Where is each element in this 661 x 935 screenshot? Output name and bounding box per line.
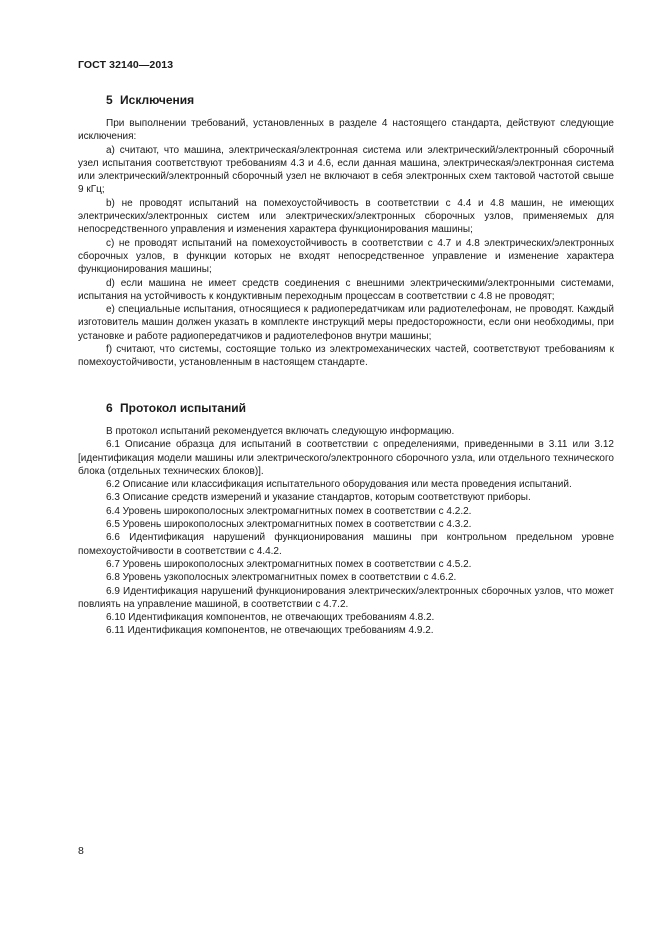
list-item: 6.7 Уровень широкополосных электромагнитных помех в соответствии с 4.5.2. <box>106 558 472 570</box>
list-item: 6.1 Описание образца для испытаний в соответствии с определениями, приведенными в 3.11 или 3.12 [идентификация модели машины или электрического/электронного сборочного узла, или отдельного технического блока (отдельных технических блоков)]. <box>78 439 614 477</box>
paragraph: В протокол испытаний рекомендуется включать следующую информацию. <box>106 426 455 437</box>
section-test-report <box>78 400 614 638</box>
list-item: с) не проводят испытаний на помехоустойчивость в соответствии с 4.7 и 4.8 электрических/электронных сборочных узлов, в функции которых не входят непосредственное управление и изменение характера функционирования машины; <box>78 237 614 276</box>
list-item: 6.11 Идентификация компонентов, не отвечающих требованиям 4.9.2. <box>106 625 434 637</box>
list-item: е) специальные испытания, относящиеся к радиопередатчикам или радиотелефонам, не проводят. Каждый изготовитель машин должен указать в комплекте инструкций меры предосторожности, если они необходимы, при установке и работе радиопередатчиков и радиотелефонов внутри машины; <box>78 304 614 342</box>
list-item: 6.2 Описание или классификация испытательного оборудования или места проведения испытаний. <box>106 479 572 491</box>
list-item: 6.8 Уровень узкополосных электромагнитных помех в соответствии с 4.6.2. <box>106 572 457 584</box>
list-item: d) если машина не имеет средств соединения с внешними электрическими/электронными системами, испытания на устойчивость к кондуктивным переходным процессам в соответствии с 4.8 не проводят; <box>78 277 614 302</box>
list-item: 6.6 Идентификация нарушений функционирования машины при контрольном предельном уровне помехоустойчивости в соответствии с 4.4.2. <box>78 532 614 557</box>
section-heading <box>78 400 614 416</box>
list-item: 6.10 Идентификация компонентов, не отвечающих требованиям 4.8.2. <box>106 612 435 624</box>
page-number: 8 <box>78 845 84 857</box>
section-number: 5 <box>106 93 113 107</box>
list-item: а) считают, что машина, электрическая/электронная система или электрический/электронный сборочный узел испытания соответствуют требованиям 4.3 и 4.6, если данная машина, электрическая/электронная система или электрический/электронный сборочный узел не включают в себя электронных схем тактовой частотой свыше 9 кГц; <box>78 144 614 196</box>
list-item: 6.4 Уровень широкополосных электромагнитных помех в соответствии с 4.2.2. <box>106 505 472 517</box>
section-heading <box>78 92 614 108</box>
paragraph: При выполнении требований, установленных в разделе 4 настоящего стандарта, действуют следующие исключения: <box>78 118 614 143</box>
list-item: f) считают, что системы, состоящие только из электромеханических частей, соответствуют требованиям к помехоустойчивости, установленным в настоящем стандарте. <box>78 344 614 369</box>
section-title: Исключения <box>120 93 195 107</box>
section-number: 6 <box>106 401 113 415</box>
list-item: 6.5 Уровень широкополосных электромагнитных помех в соответствии с 4.3.2. <box>106 519 472 531</box>
list-item: 6.3 Описание средств измерений и указание стандартов, которым соответствуют приборы. <box>106 492 531 504</box>
document-code: ГОСТ 32140—2013 <box>78 59 174 71</box>
list-item: 6.9 Идентификация нарушений функционирования электрических/электронных сборочных узлов, что может повлиять на управление машиной, в соответствии с 4.7.2. <box>78 585 614 610</box>
section-title: Протокол испытаний <box>120 401 247 415</box>
section-exceptions <box>78 92 614 370</box>
list-item: b) не проводят испытаний на помехоустойчивость в соответствии с 4.4 и 4.8 машин, не имеющих электрических/электронных систем или электрических/электронных сборочных узлов, применяемых для непосредственного управления и изменения характера функционирования машины; <box>78 197 614 236</box>
